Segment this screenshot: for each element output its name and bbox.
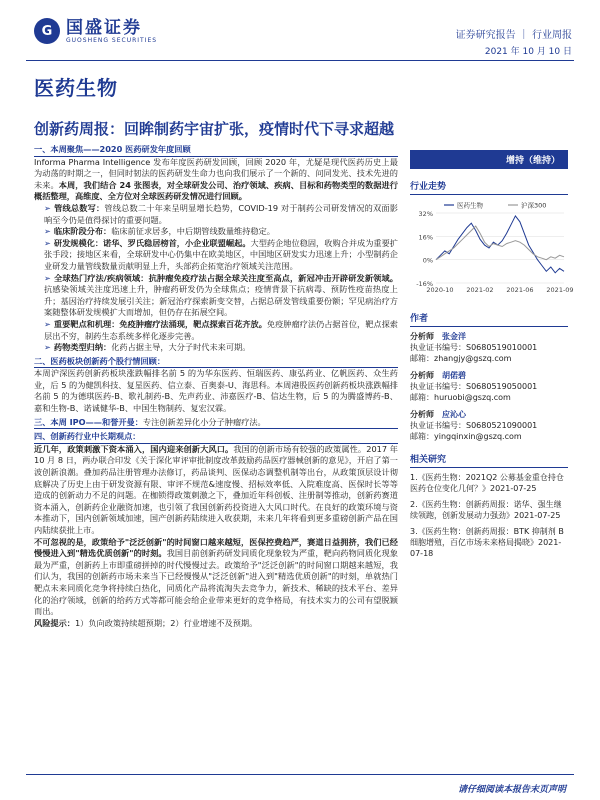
- related-item[interactable]: 1.《医药生物：2021Q2 公募基金重仓持仓医药仓位变化几何？》2021-07-25: [410, 473, 564, 493]
- related-research: [410, 472, 568, 559]
- bullet-item: ➢ 药物类型归纳：化药占据主导，大分子时代未来可期。: [44, 342, 251, 353]
- paragraph: 近几年，政策刺激下资本涌入，国内迎来创新大风口。我国的创新市场有较强的政策属性。2017 年 10 月 8 日，两办联合印发《关于深化审评审批制度改革鼓励药品医疗器械创新的意见》，开启了第一波创新浪潮。叠加药品注册管理办法修订，药品谈判、医保动态调整机制等出台，从政策顶层设计彻底解决了历史上由于研发资源有限、审评不规范&速度慢、招标效率低、入院难度高、医保时长等等造成的创新动力不足的问题。在枷锁得政策刺激之下，叠加近年科创板、注册制等推动，创新药赛道资本涌入，创新药企业融资加速，也引领了我国创新药投资进入大风口时代。在良好的政策环境与资本推动下，国内创新领域加速，国产创新药陆续进入收获期，未来几年将看到更多重磅创新产品在国内陆续获批上市。: [34, 443, 398, 535]
- logo-icon: G: [34, 18, 60, 44]
- page-footer: [0, 770, 600, 800]
- y-tick-label: 16%: [418, 233, 433, 242]
- x-tick-label: 2021-02: [466, 286, 494, 294]
- paragraph: 本周沪深医药创新药板块涨跌幅排名前 5 的为华东医药、恒瑞医药、康弘药业、亿帆医药、众生药业，后 5 的为健凯科技、复星医药、信立泰、百奥泰-U、海思科。本周港股医药创新药板块涨跌幅排名前 5 的为德琪医药-B、歌礼制药-B、先声药业、沛嘉医疗-B、信达生物，后 5 的为腾盛博药-B、嘉和生物-B、诺诚健华-B、中国生物制药、复宏汉霖。: [34, 368, 398, 414]
- analyst-name: 张金洋: [442, 332, 466, 341]
- bullet-icon: ➢: [44, 342, 51, 353]
- rating-badge: 增持（维持）: [410, 150, 568, 169]
- footer-divider: [26, 774, 574, 775]
- relation-heading: 相关研究: [410, 452, 568, 468]
- section-heading: 二、医药板块创新药个股行情回顾：: [34, 356, 398, 369]
- page-header: [0, 0, 600, 62]
- series-line-0: [436, 216, 564, 273]
- trend-heading: 行业走势: [410, 179, 568, 195]
- logo-name: 国盛证券: [66, 17, 142, 38]
- bullet-icon: ➢: [44, 202, 51, 213]
- footer-disclaimer: 请仔细阅读本报告末页声明: [457, 785, 566, 795]
- risk-warning: 风险提示：1）负向政策持续超预期；2）行业增速不及预期。: [34, 617, 258, 628]
- industry-name: 医药生物: [34, 76, 118, 100]
- analyst-list: [410, 331, 568, 442]
- trend-chart-svg: [410, 199, 574, 299]
- related-item[interactable]: 3.《医药生物：创新药周报：BTK 抑制剂 B 细胞增殖，百亿市场未来格局揭晓》2021-07-18: [410, 527, 564, 558]
- section-heading: 一、本周聚焦——2020 医药研发年度回顾: [34, 144, 398, 157]
- logo-english: GUOSHENG SECURITIES: [66, 36, 158, 44]
- analyst-entry: 分析师 应沁心 执业证书编号：S0680521090001 邮箱：yingqinxin@gszq.com: [410, 410, 538, 441]
- trend-chart: [410, 199, 574, 301]
- y-tick-label: 32%: [418, 210, 433, 218]
- bullet-icon: ➢: [44, 237, 51, 248]
- report-date: 2021 年 10 月 10 日: [484, 47, 572, 57]
- section-heading: 三、本周 IPO——和誉开曼：专注创新差异化小分子肿瘤疗法。: [34, 417, 398, 430]
- report-title: 创新药周报：回眸制药宇宙扩张，疫情时代下寻求超越: [34, 120, 395, 138]
- sidebar: [410, 150, 574, 564]
- analyst-name: 胡偌碧: [442, 371, 466, 380]
- analyst-entry: 分析师 胡偌碧 执业证书编号：S0680519050001 邮箱：huruobi@gszq.com: [410, 371, 538, 402]
- analyst-entry: 分析师 张金洋 执业证书编号：S0680519010001 邮箱：zhangjy@gszq.com: [410, 332, 538, 363]
- x-tick-label: 2020-10: [426, 286, 454, 294]
- x-tick-label: 2021-06: [506, 286, 534, 294]
- section-heading: 四、创新药行业中长期观点：: [34, 431, 398, 444]
- bullet-item: ➢ 管线总数写：管线总数二十年来呈明显增长趋势，COVID-19 对于制药公司研发情况的双面影响至今仍是值得探讨的重要问题。: [44, 202, 398, 225]
- analyst-email[interactable]: huruobi@gszq.com: [434, 393, 511, 402]
- report-type: 证券研究报告 ｜ 行业周报: [455, 30, 572, 41]
- legend-label: 沪深300: [521, 201, 547, 210]
- bullet-item: ➢ 全球热门疗法/疾病领域：抗肿瘤免疫疗法占据全球关注度至高点，新冠冲击开辟研发新领域。抗感染领域关注度迅速上升，肿瘤药研发仍为全球焦点；疫情背景下抗病毒、预防性疫苗热度上升；基因治疗持续发展引关注；新冠治疗探索新变交替，占据总研发管线重要份额；罕见病治疗方案随整体研发规模扩大而增加，但仍存在拓展空间。: [44, 272, 398, 318]
- bullet-icon: ➢: [44, 226, 51, 237]
- paragraph: Informa Pharma Intelligence 发布年度医药研发回顾，回顾 2020 年，尤疑是现代医药历史上最为动荡的时期之一，但同时韧法的医药研发生命力也向我们展示了一个新的、问同发光、技术先进的未来。本周，我们结合 24 张图表，对全球研发公司、治疗领域、疾病、目标和药物类型的数据进行概括整理，高维度、全方位对全球医药研发情况进行回顾。: [34, 156, 398, 202]
- legend-label: 医药生物: [457, 201, 483, 210]
- y-tick-label: 0%: [422, 256, 433, 265]
- paragraph: 不可忽视的是，政策给予"泛泛创新"的时间窗口越来越短，医保控费趋严，赛道日益拥挤，我们已经慢慢进入到"精选优质创新"的时刻。我国目前创新药研发同质化现象较为严重，靶向药物同质化现象最为严重，创新药上市即重磅拼掉的时代慢慢过去。政策给予"泛泛创新"的时间窗口期越来越短，我们认为，我国的创新药市场未来当下已经慢慢从"泛泛创新"进入到"精选优质创新"的时刻，单就热门靶点未来同质化竞争将持续白热化，同质化产品将流淘失去竞争力，新技术、稀缺的技术平台、差异化的治疗领域，创新的给药方式等都可能会给企业带来更好的竞争格局，有技术实力的公司有望脱颖而出。: [34, 536, 398, 617]
- bullet-item: ➢ 重要靶点和机理：免疫肿瘤疗法涌现，靶点探索百花齐放。免疫肿瘤疗法仍占据首位，靶点探索层出不穷，制药生态系统多样化逐步完善。: [44, 318, 398, 341]
- header-divider: [26, 60, 574, 61]
- analyst-name: 应沁心: [442, 410, 466, 419]
- bullet-item: ➢ 临床阶段分布：临床前征求居多，中后期管线数量维持稳定。: [44, 226, 275, 237]
- analyst-email[interactable]: yingqinxin@gszq.com: [434, 432, 522, 441]
- bullet-icon: ➢: [44, 318, 51, 329]
- bullet-item: ➢ 研发规模化：诺华、罗氏稳居榜首，小企业联盟崛起。大型药企地位稳固，收购合并成为重要扩张手段；接地区来看，全球研发中心仍集中在欧美地区，中国地区研发实力迅速上升；小型制药企业研发力量管线数量贡献明显上升，头部药企拓宽治疗领域关注范围。: [44, 237, 398, 271]
- company-logo: [34, 18, 157, 44]
- y-tick-label: -16%: [416, 280, 433, 288]
- analyst-email[interactable]: zhangjy@gszq.com: [434, 354, 512, 363]
- analyst-heading: 作者: [410, 311, 568, 327]
- x-tick-label: 2021-09: [546, 286, 574, 294]
- main-content: [34, 142, 398, 629]
- related-item[interactable]: 2.《医药生物：创新药周报：诺华、强生继续领跑，创新发展动力强劲》2021-07-25: [410, 500, 562, 520]
- bullet-icon: ➢: [44, 272, 51, 283]
